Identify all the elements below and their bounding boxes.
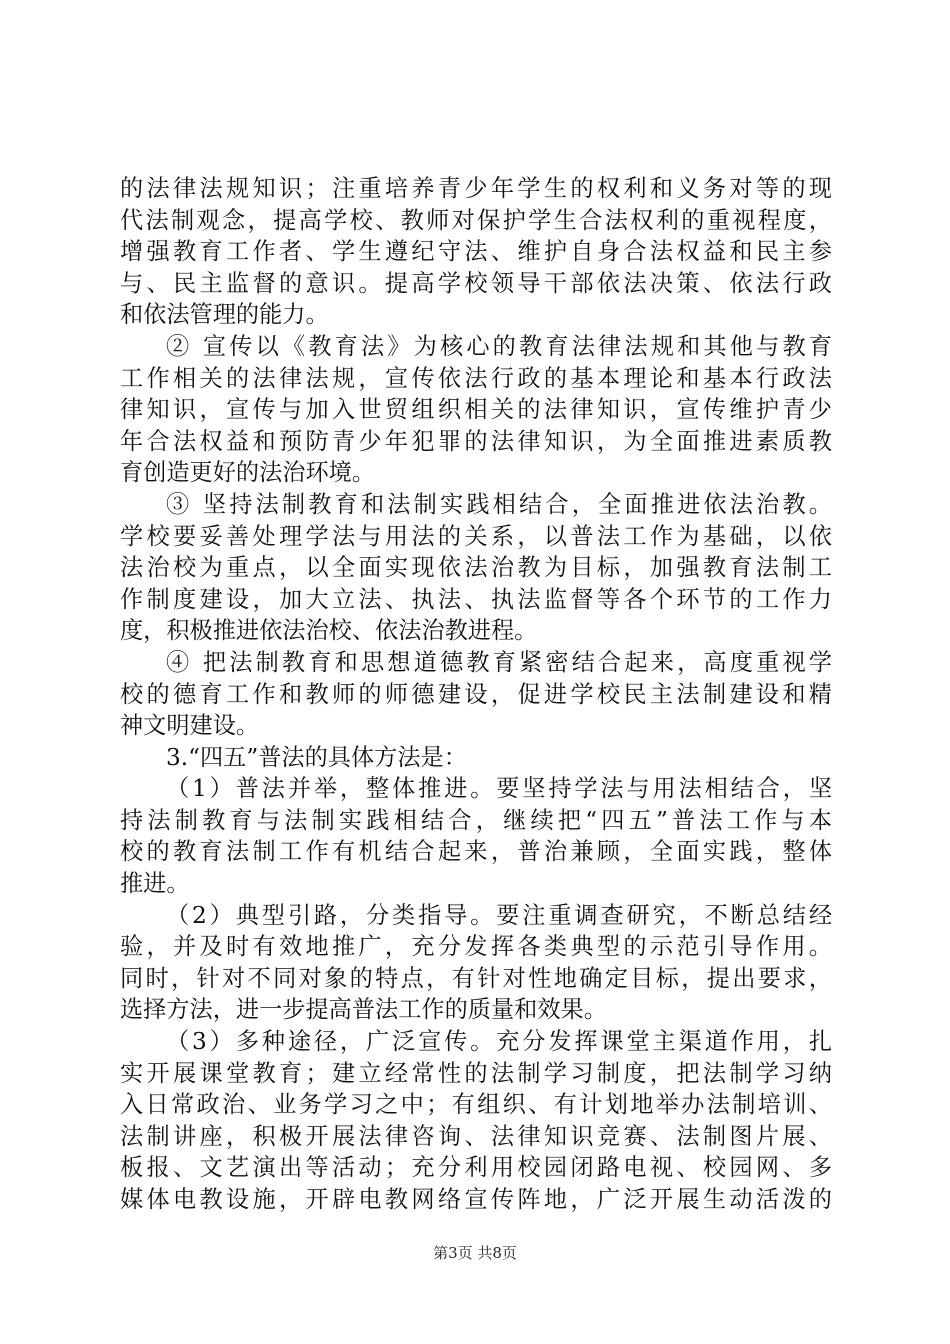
text-line: 律知识，宣传与加入世贸组织相关的法律知识，宣传维护青少 — [120, 396, 832, 424]
text-line: 的法律法规知识；注重培养青少年学生的权利和义务对等的现 — [120, 175, 832, 202]
text-line: 增强教育工作者、学生遵纪守法、维护自身合法权益和民主参 — [120, 238, 832, 266]
text-line: 持法制教育与法制实践相结合，继续把“四五”普法工作与本 — [120, 806, 832, 834]
text-line: 3.“四五”普法的具体方法是： — [166, 743, 467, 771]
text-line: 代法制观念，提高学校、教师对保护学生合法权利的重视程度， — [120, 206, 832, 234]
text-line: ② 宣传以《教育法》为核心的教育法律法规和其他与教育 — [166, 332, 832, 360]
text-line: 年合法权益和预防青少年犯罪的法律知识，为全面推进素质教 — [120, 427, 832, 455]
text-line: 与、民主监督的意识。提高学校领导干部依法决策、依法行政 — [120, 269, 832, 297]
text-line: 神文明建设。 — [120, 712, 260, 740]
page-number-footer: 第3页 共8页 — [433, 1244, 517, 1262]
text-line: 法制讲座，积极开展法律咨询、法律知识竞赛、法制图片展、 — [120, 1122, 832, 1150]
text-line: 工作相关的法律法规，宣传依法行政的基本理论和基本行政法 — [120, 364, 832, 392]
text-line: 选择方法，进一步提高普法工作的质量和效果。 — [120, 996, 607, 1024]
text-line: ④ 把法制教育和思想道德教育紧密结合起来，高度重视学 — [166, 648, 832, 676]
text-line: 推进。 — [120, 870, 190, 898]
text-line: 验，并及时有效地推广，充分发挥各类典型的示范引导作用。 — [120, 933, 832, 961]
text-line: 校的德育工作和教师的师德建设，促进学校民主法制建设和精 — [120, 680, 832, 708]
text-line: 媒体电教设施，开辟电教网络宣传阵地，广泛开展生动活泼的 — [120, 1186, 832, 1213]
text-line: 校的教育法制工作有机结合起来，普治兼顾，全面实践，整体 — [120, 838, 832, 866]
text-line: 和依法管理的能力。 — [120, 301, 329, 329]
document-body — [120, 173, 832, 1216]
text-line: （2）典型引路，分类指导。要注重调查研究，不断总结经 — [166, 901, 832, 929]
text-line: 同时，针对不同对象的特点，有针对性地确定目标，提出要求， — [120, 964, 832, 992]
text-line: ③ 坚持法制教育和法制实践相结合，全面推进依法治教。 — [166, 490, 832, 518]
text-line: 法治校为重点，以全面实现依法治教为目标，加强教育法制工 — [120, 554, 832, 582]
text-line: 板报、文艺演出等活动；充分利用校园闭路电视、校园网、多 — [120, 1154, 832, 1182]
text-line: （3）多种途径，广泛宣传。充分发挥课堂主渠道作用，扎 — [166, 1028, 832, 1056]
text-line: 实开展课堂教育；建立经常性的法制学习制度，把法制学习纳 — [120, 1059, 832, 1087]
text-line: 入日常政治、业务学习之中；有组织、有计划地举办法制培训、 — [120, 1091, 832, 1119]
text-line: （1）普法并举，整体推进。要坚持学法与用法相结合，坚 — [166, 775, 832, 803]
text-line: 度，积极推进依法治校、依法治教进程。 — [120, 617, 538, 645]
text-line: 学校要妥善处理学法与用法的关系，以普法工作为基础，以依 — [120, 522, 832, 550]
text-line: 育创造更好的法治环境。 — [120, 459, 376, 487]
text-line: 作制度建设，加大立法、执法、执法监督等各个环节的工作力 — [120, 585, 832, 613]
